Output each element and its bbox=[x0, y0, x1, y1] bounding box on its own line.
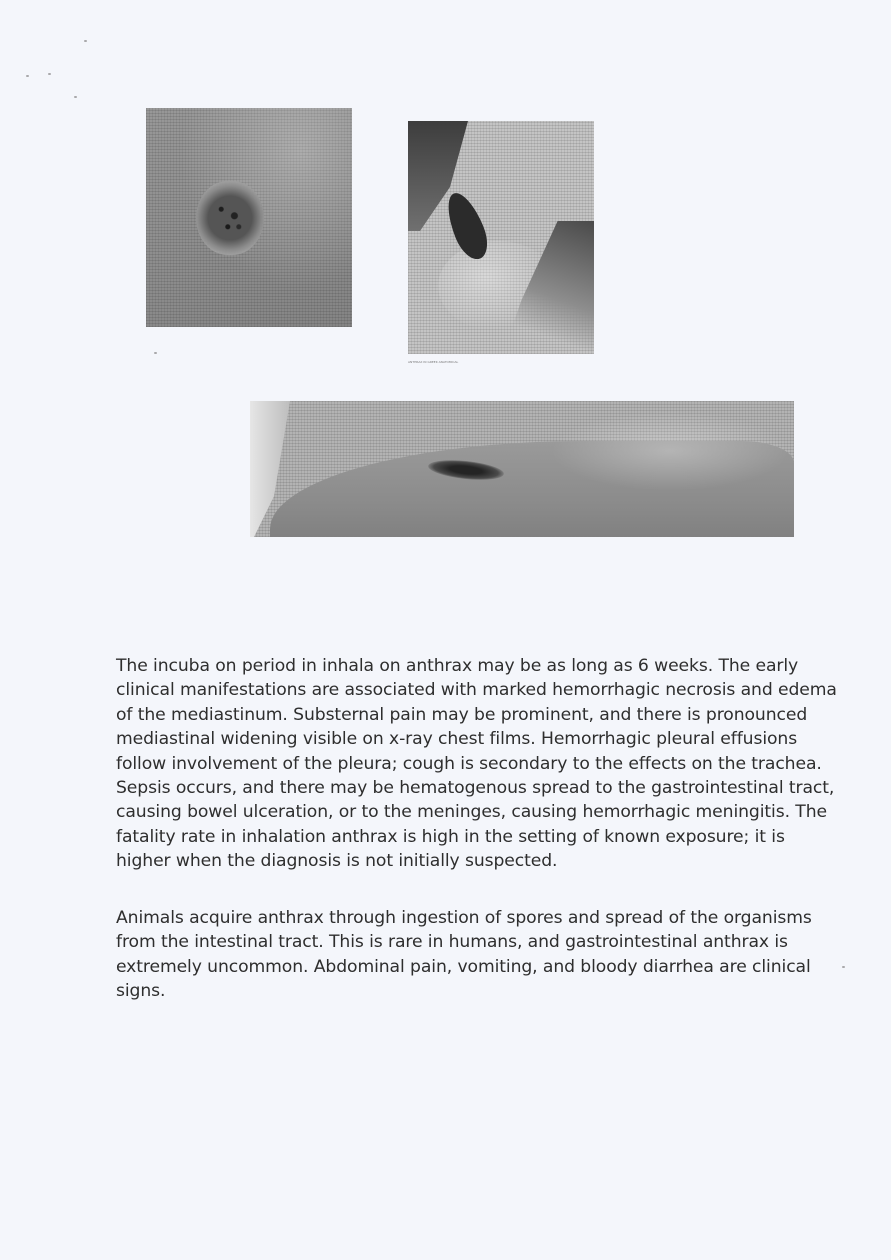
paragraph-inhalation-anthrax: The incuba on period in inhala on anthrax may be as long as 6 weeks. The early clinical manifestations are associated with marked hemorrhagic necrosis and edema of the mediastinum. Substernal pain may be prominent, and there is pronounced mediastinal widening visible on x-ray chest films. Hemorrhagic pleural effusions follow involvement of the pleura; cough is secondary to the effects on the trachea. Sepsis occurs, and there may be hematogenous spread to the gastrointestinal tract, causing bowel ulceration, or to the meninges, causing hemorrhagic meningitis. The fatality rate in inhalation anthrax is high in the setting of known exposure; it is higher when the diagnosis is not initially suspected. bbox=[116, 656, 837, 872]
cutaneous-lesion-photo bbox=[146, 108, 352, 327]
scan-speck bbox=[74, 96, 77, 98]
arm-lesion-photo bbox=[250, 401, 794, 537]
scan-speck bbox=[154, 352, 157, 354]
scan-speck bbox=[26, 75, 29, 77]
scan-speck bbox=[48, 73, 51, 75]
paragraph-gastrointestinal-anthrax: Animals acquire anthrax through ingestion of spores and spread of the organisms from the intestinal tract. This is rare in humans, and gastrointestinal anthrax is extremely uncommon. Abdominal pain, vomiting, and bloody diarrhea are clinical signs. bbox=[116, 908, 812, 1002]
photo-caption: ANTHRAX IN GREEK ANATOMICAL bbox=[408, 360, 459, 364]
facial-edema-photo bbox=[408, 121, 594, 354]
scan-speck bbox=[84, 40, 87, 42]
lesion-eschar bbox=[208, 196, 252, 240]
skin-highlight bbox=[550, 411, 790, 491]
